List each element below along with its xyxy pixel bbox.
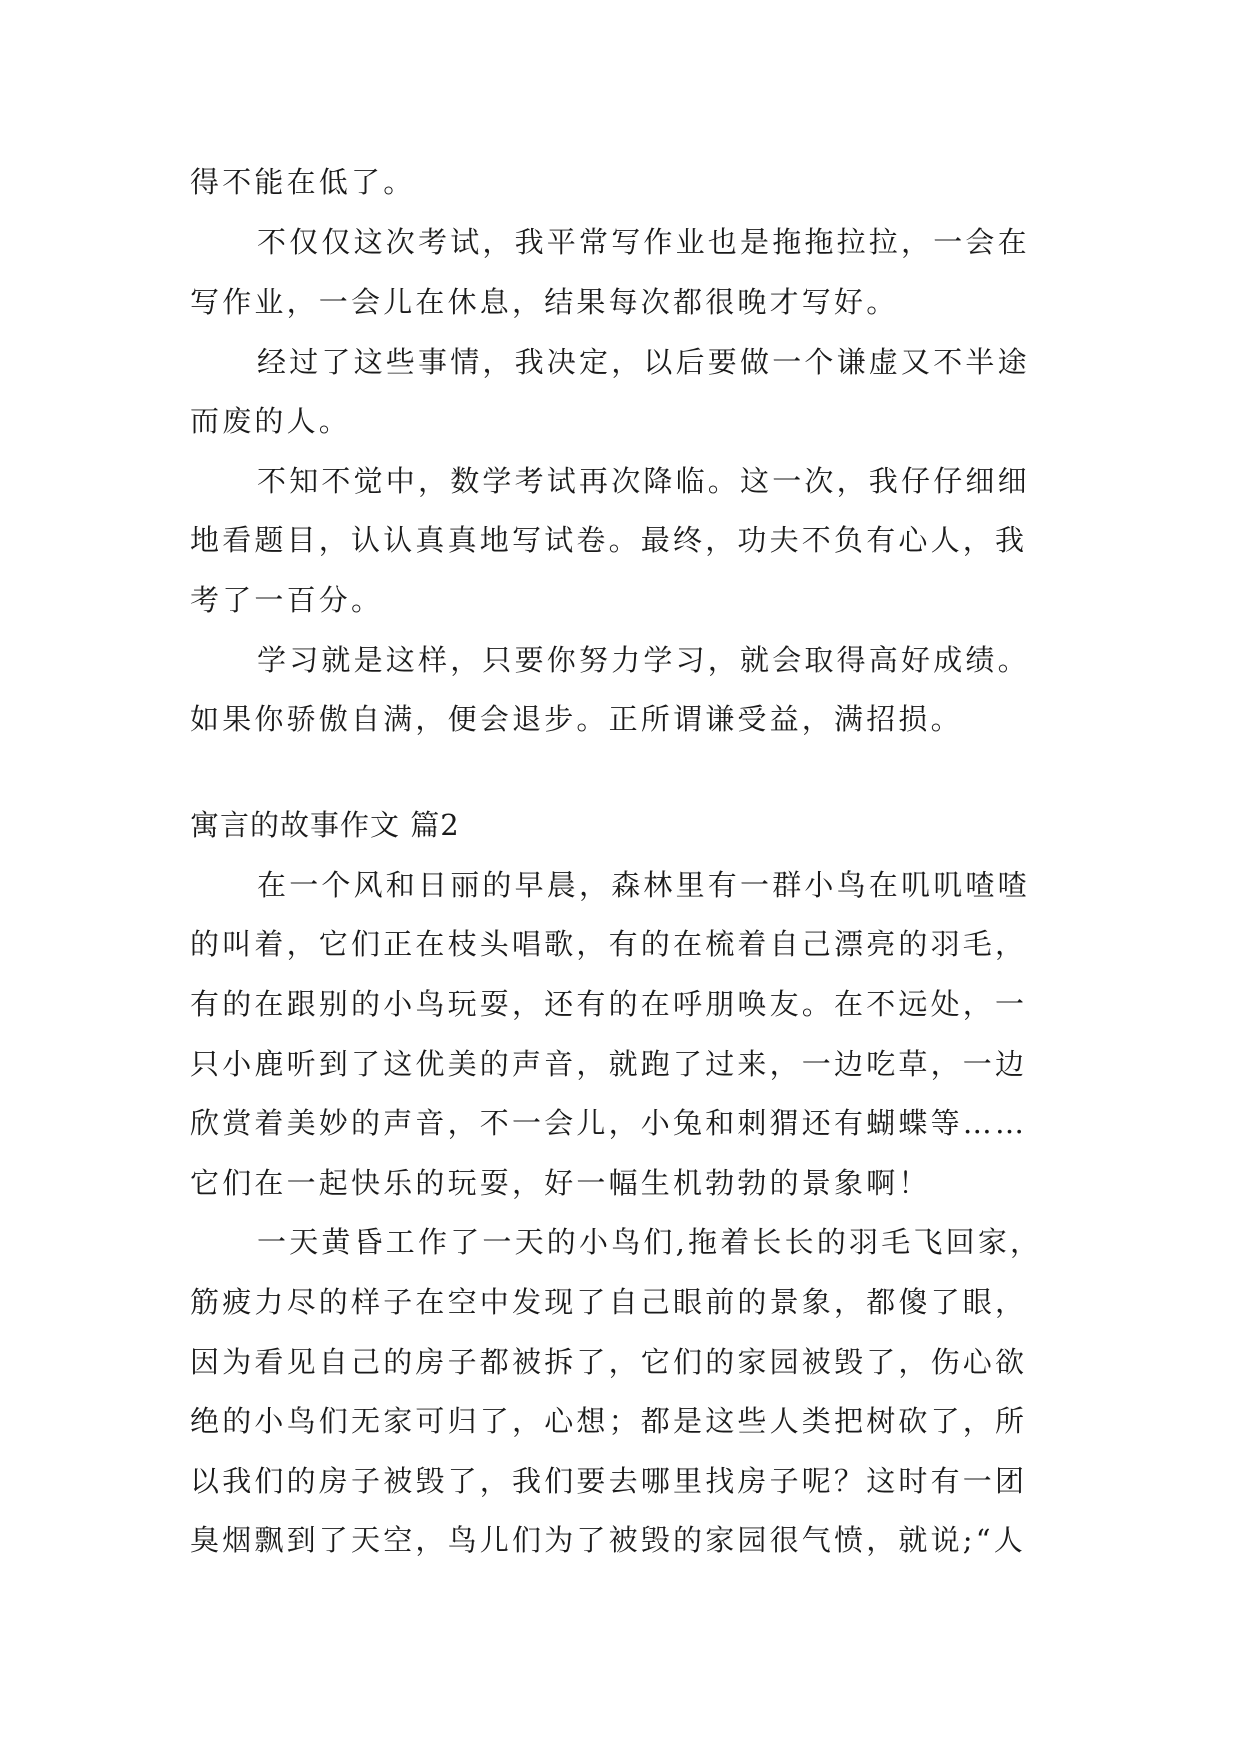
paragraph-start-line: 不知不觉中，数学考试再次降临。这一次，我仔仔细细 xyxy=(257,464,1030,498)
section-heading: 寓言的故事作文 篇2 xyxy=(190,808,460,842)
text-line: 如果你骄傲自满，便会退步。正所谓谦受益，满招损。 xyxy=(190,702,963,736)
text-line: 绝的小鸟们无家可归了，心想；都是这些人类把树砍了，所 xyxy=(190,1404,1028,1438)
paragraph-start-line: 学习就是这样，只要你努力学习，就会取得高好成绩。 xyxy=(257,643,1030,677)
text-line: 的叫着，它们正在枝头唱歌，有的在梳着自己漂亮的羽毛， xyxy=(190,927,1028,961)
text-line: 写作业，一会儿在休息，结果每次都很晚才写好。 xyxy=(190,285,899,319)
text-line: 地看题目，认认真真地写试卷。最终，功夫不负有心人，我 xyxy=(190,523,1028,557)
text-line: 只小鹿听到了这优美的声音，就跑了过来，一边吃草，一边 xyxy=(190,1047,1028,1081)
text-line: 有的在跟别的小鸟玩耍，还有的在呼朋唤友。在不远处，一 xyxy=(190,987,1028,1021)
text-line: 筋疲力尽的样子在空中发现了自己眼前的景象，都傻了眼， xyxy=(190,1285,1028,1319)
text-line: 因为看见自己的房子都被拆了，它们的家园被毁了，伤心欲 xyxy=(190,1345,1028,1379)
paragraph-start-line: 在一个风和日丽的早晨，森林里有一群小鸟在叽叽喳喳 xyxy=(257,868,1030,902)
text-line: 以我们的房子被毁了，我们要去哪里找房子呢？这时有一团 xyxy=(190,1464,1028,1498)
text-line: 它们在一起快乐的玩耍，好一幅生机勃勃的景象啊！ xyxy=(190,1166,931,1200)
text-line: 而废的人。 xyxy=(190,404,352,438)
paragraph-start-line: 经过了这些事情，我决定，以后要做一个谦虚又不半途 xyxy=(257,345,1030,379)
paragraph-start-line: 一天黄昏工作了一天的小鸟们,拖着长长的羽毛飞回家， xyxy=(257,1225,1043,1259)
text-line: 考了一百分。 xyxy=(190,583,384,617)
paragraph-start-line: 不仅仅这次考试，我平常写作业也是拖拖拉拉，一会在 xyxy=(257,225,1030,259)
text-line: 臭烟飘到了天空，鸟儿们为了被毁的家园很气愤，就说;“人 xyxy=(190,1523,1026,1557)
text-line: 欣赏着美妙的声音，不一会儿，小兔和刺猬还有蝴蝶等…… xyxy=(190,1106,1028,1140)
text-line: 得不能在低了。 xyxy=(190,165,416,199)
